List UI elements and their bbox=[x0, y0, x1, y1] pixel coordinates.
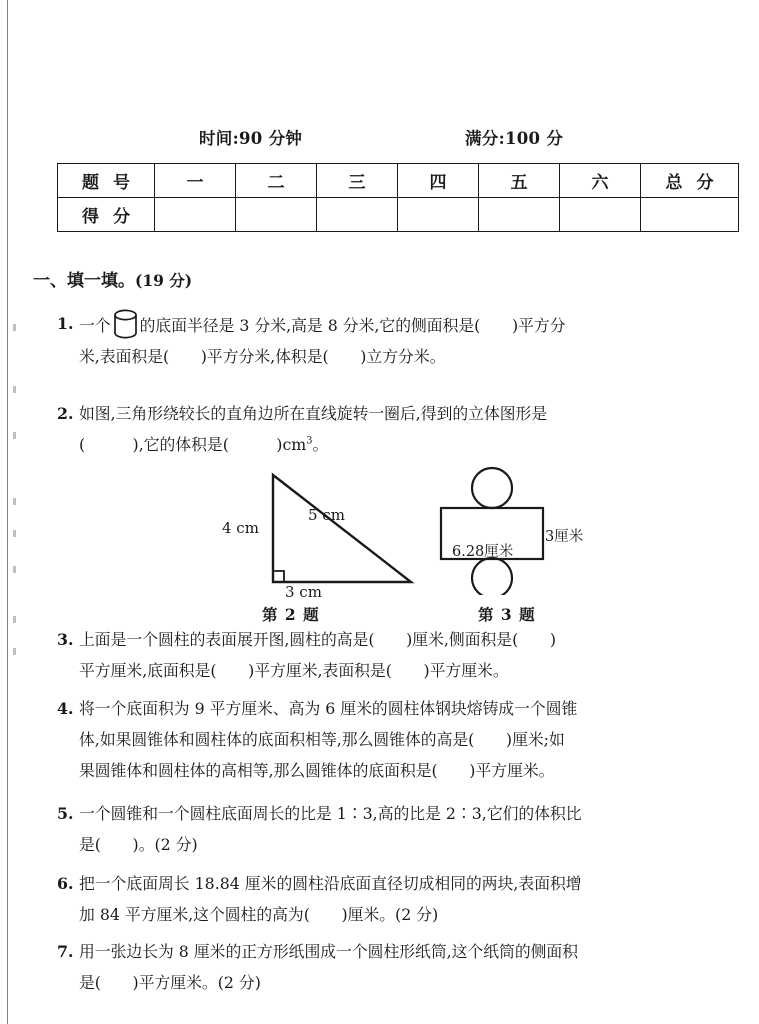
question-3-line-2: 平方厘米,底面积是( )平方厘米,表面积是( )平方厘米。 bbox=[79, 661, 509, 680]
question-4-line-2: 体,如果圆锥体和圆柱体的底面积相等,那么圆锥体的高是( )厘米;如 bbox=[79, 730, 565, 749]
question-6-body bbox=[79, 868, 749, 930]
score-cell-total[interactable] bbox=[641, 198, 739, 232]
figure-caption-question-2: 第 2 题 bbox=[262, 605, 320, 624]
question-5-body bbox=[79, 798, 749, 860]
table-header-1: 一 bbox=[155, 164, 236, 198]
table-header-2: 二 bbox=[236, 164, 317, 198]
question-4-body bbox=[79, 693, 749, 786]
question-2-line-1: 如图,三角形绕较长的直角边所在直线旋转一圈后,得到的立体图形是 bbox=[79, 404, 548, 423]
scan-artifact-tick bbox=[13, 616, 16, 623]
question-5 bbox=[57, 798, 749, 860]
figure-caption-question-3: 第 3 题 bbox=[478, 605, 536, 624]
scan-artifact-tick bbox=[13, 324, 16, 331]
cylinder-icon bbox=[112, 308, 139, 340]
question-1-line-1 bbox=[79, 308, 749, 341]
question-7-line-1: 用一张边长为 8 厘米的正方形纸围成一个圆柱形纸筒,这个纸筒的侧面积 bbox=[79, 942, 579, 961]
question-6-line-1: 把一个底面周长 18.84 厘米的圆柱沿底面直径切成相同的两块,表面积增 bbox=[79, 874, 582, 893]
question-2-text-b: 。 bbox=[312, 435, 329, 454]
question-1-text-a: 一个 bbox=[79, 316, 111, 335]
question-3-line-1: 上面是一个圆柱的表面展开图,圆柱的高是( )厘米,侧面积是( ) bbox=[79, 630, 557, 649]
question-3-number: 3. bbox=[57, 630, 74, 649]
score-cell-1[interactable] bbox=[155, 198, 236, 232]
triangle-vertical-leg-label: 4 cm bbox=[222, 519, 259, 537]
score-table bbox=[57, 163, 739, 232]
table-row-scores bbox=[58, 198, 739, 232]
question-6-line-2: 加 84 平方厘米,这个圆柱的高为( )厘米。(2 分) bbox=[79, 905, 439, 924]
question-2-body bbox=[79, 398, 749, 460]
question-6 bbox=[57, 868, 749, 930]
question-5-number: 5. bbox=[57, 804, 74, 823]
question-1-text-b: 的底面半径是 3 分米,高是 8 分米,它的侧面积是( )平方分 bbox=[139, 316, 566, 335]
exam-header bbox=[57, 125, 714, 153]
question-4 bbox=[57, 693, 749, 786]
question-1-body bbox=[79, 308, 749, 372]
row-label-question-number: 题 号 bbox=[58, 164, 155, 198]
question-3 bbox=[57, 624, 749, 686]
total-score-label: 满分:100 分 bbox=[465, 129, 564, 148]
scan-artifact-tick bbox=[13, 432, 16, 439]
question-2-text-a: ( ),它的体积是( )cm bbox=[79, 435, 307, 454]
figure-group bbox=[0, 463, 759, 624]
cylinder-net-figure bbox=[432, 465, 612, 595]
question-6-number: 6. bbox=[57, 874, 74, 893]
question-5-line-1: 一个圆锥和一个圆柱底面周长的比是 1∶3,高的比是 2∶3,它们的体积比 bbox=[79, 804, 582, 823]
table-header-6: 六 bbox=[560, 164, 641, 198]
question-2 bbox=[57, 398, 749, 460]
table-row-question-numbers bbox=[58, 164, 739, 198]
question-7-number: 7. bbox=[57, 942, 74, 961]
question-2-number: 2. bbox=[57, 404, 74, 423]
question-7-line-2: 是( )平方厘米。(2 分) bbox=[79, 973, 261, 992]
question-7-body bbox=[79, 936, 749, 998]
cylinder-net-width-label: 6.28厘米 bbox=[452, 544, 514, 560]
triangle-horizontal-leg-label: 3 cm bbox=[285, 583, 322, 601]
section-heading-text: 一、填一填。 bbox=[33, 271, 135, 291]
score-cell-5[interactable] bbox=[479, 198, 560, 232]
score-cell-6[interactable] bbox=[560, 198, 641, 232]
scan-artifact-tick bbox=[13, 648, 16, 655]
triangle-hypotenuse-label: 5 cm bbox=[308, 506, 345, 524]
section-heading bbox=[33, 266, 192, 291]
table-header-5: 五 bbox=[479, 164, 560, 198]
question-4-number: 4. bbox=[57, 699, 74, 718]
question-4-line-1: 将一个底面积为 9 平方厘米、高为 6 厘米的圆柱体钢块熔铸成一个圆锥 bbox=[79, 699, 578, 718]
question-5-line-2: 是( )。(2 分) bbox=[79, 835, 198, 854]
table-header-3: 三 bbox=[317, 164, 398, 198]
table-header-total: 总 分 bbox=[641, 164, 739, 198]
score-cell-4[interactable] bbox=[398, 198, 479, 232]
cube-superscript: 3 bbox=[306, 435, 313, 447]
score-cell-3[interactable] bbox=[317, 198, 398, 232]
question-3-body bbox=[79, 624, 749, 686]
cylinder-net-height-label: 3厘米 bbox=[545, 529, 584, 545]
question-1-number: 1. bbox=[57, 314, 74, 333]
question-1-line-2: 米,表面积是( )平方分米,体积是( )立方分米。 bbox=[79, 347, 446, 366]
score-cell-2[interactable] bbox=[236, 198, 317, 232]
time-limit-label: 时间:90 分钟 bbox=[199, 129, 303, 148]
scan-artifact-tick bbox=[13, 386, 16, 393]
section-points: (19 分) bbox=[135, 271, 193, 290]
row-label-score: 得 分 bbox=[58, 198, 155, 232]
question-4-line-3: 果圆锥体和圆柱体的高相等,那么圆锥体的底面积是( )平方厘米。 bbox=[79, 761, 555, 780]
question-1 bbox=[57, 308, 749, 372]
table-header-4: 四 bbox=[398, 164, 479, 198]
question-2-line-2 bbox=[79, 429, 749, 460]
question-7 bbox=[57, 936, 749, 998]
